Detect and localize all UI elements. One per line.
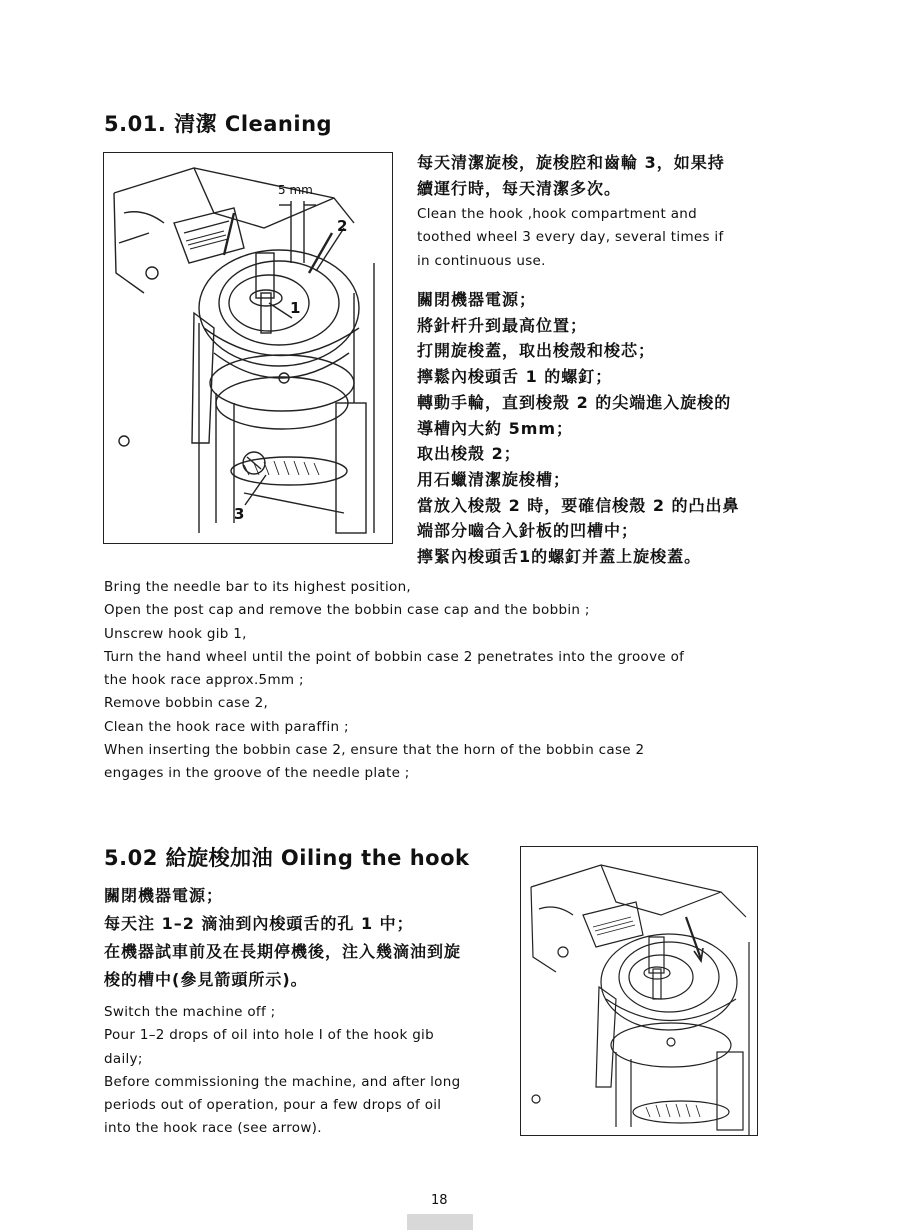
zh-step: 擰鬆內梭頭舌 1 的螺釘； xyxy=(417,367,613,387)
zh-intro xyxy=(417,150,725,201)
figure-hook-oiling xyxy=(520,846,758,1136)
hook-illustration xyxy=(104,153,392,543)
zh-oiling-line: 梭的槽中(參見箭頭所示)。 xyxy=(104,970,308,989)
en-step: When inserting the bobbin case 2, ensure that the horn of the bobbin case 2 xyxy=(104,742,645,759)
en-step: Turn the hand wheel until the point of bobbin case 2 penetrates into the groove of xyxy=(104,648,685,665)
zh-step: 將針杆升到最高位置； xyxy=(417,315,588,335)
dimension-label: 5 mm xyxy=(278,183,313,197)
zh-step: 端部分嚙合入針板的凹槽中； xyxy=(417,521,639,541)
en-intro-line: toothed wheel 3 every day, several times if xyxy=(417,229,724,246)
zh-oiling-line: 在機器試車前及在長期停機後，注入幾滴油到旋 xyxy=(104,942,462,961)
callout-3: 3 xyxy=(234,505,245,523)
zh-oiling xyxy=(104,882,461,994)
zh-step: 導槽內大約 5mm； xyxy=(417,418,574,438)
page-number: 18 xyxy=(431,1193,448,1208)
en-oiling xyxy=(104,1001,460,1141)
zh-step: 打開旋梭蓋，取出梭殼和梭芯； xyxy=(417,341,656,361)
en-intro-line: Clean the hook ,hook compartment and xyxy=(417,206,698,222)
section-heading-oiling: 5.02 給旋梭加油 Oiling the hook xyxy=(104,846,470,870)
zh-oiling-line: 每天注 1–2 滴油到內梭頭舌的孔 1 中； xyxy=(104,914,414,933)
en-step: Open the post cap and remove the bobbin case cap and the bobbin ; xyxy=(104,602,590,619)
en-step: Clean the hook race with paraffin ; xyxy=(104,718,349,735)
en-intro xyxy=(417,203,724,273)
en-oiling-line: Switch the machine off ; xyxy=(104,1004,276,1020)
zh-oiling-line: 關閉機器電源； xyxy=(104,886,224,905)
en-step: the hook race approx.5mm ; xyxy=(104,672,304,689)
en-steps xyxy=(104,576,684,786)
en-step: engages in the groove of the needle plate ; xyxy=(104,765,410,782)
zh-step: 轉動手輪，直到梭殼 2 的尖端進入旋梭的 xyxy=(417,392,732,412)
en-intro-line: in continuous use. xyxy=(417,252,546,269)
zh-intro-line: 續運行時，每天清潔多次。 xyxy=(417,178,622,198)
en-step: Unscrew hook gib 1, xyxy=(104,625,247,642)
oiling-illustration xyxy=(521,847,757,1135)
zh-step: 用石蠟清潔旋梭槽； xyxy=(417,469,571,489)
en-step: Bring the needle bar to its highest position, xyxy=(104,579,412,595)
footer-bar xyxy=(407,1214,473,1230)
zh-intro-line: 每天清潔旋梭，旋梭腔和齒輪 3，如果持 xyxy=(417,153,725,172)
en-oiling-line: daily; xyxy=(104,1050,143,1067)
figure-hook-cleaning xyxy=(103,152,393,544)
en-oiling-line: Pour 1–2 drops of oil into hole I of the hook gib xyxy=(104,1027,434,1044)
callout-2: 2 xyxy=(337,217,348,235)
en-oiling-line: into the hook race (see arrow). xyxy=(104,1120,322,1137)
zh-step: 當放入梭殼 2 時，要確信梭殼 2 的凸出鼻 xyxy=(417,495,740,515)
en-step: Remove bobbin case 2, xyxy=(104,695,269,712)
en-oiling-line: Before commissioning the machine, and after long xyxy=(104,1073,461,1090)
zh-step: 取出梭殼 2； xyxy=(417,444,521,464)
zh-step: 關閉機器電源； xyxy=(417,290,537,309)
zh-steps xyxy=(417,287,740,570)
en-oiling-line: periods out of operation, pour a few drops of oil xyxy=(104,1097,442,1114)
zh-step: 擰緊內梭頭舌1的螺釘并蓋上旋梭蓋。 xyxy=(417,547,702,567)
callout-1: 1 xyxy=(290,299,301,317)
section-heading-cleaning: 5.01. 清潔 Cleaning xyxy=(104,112,333,136)
